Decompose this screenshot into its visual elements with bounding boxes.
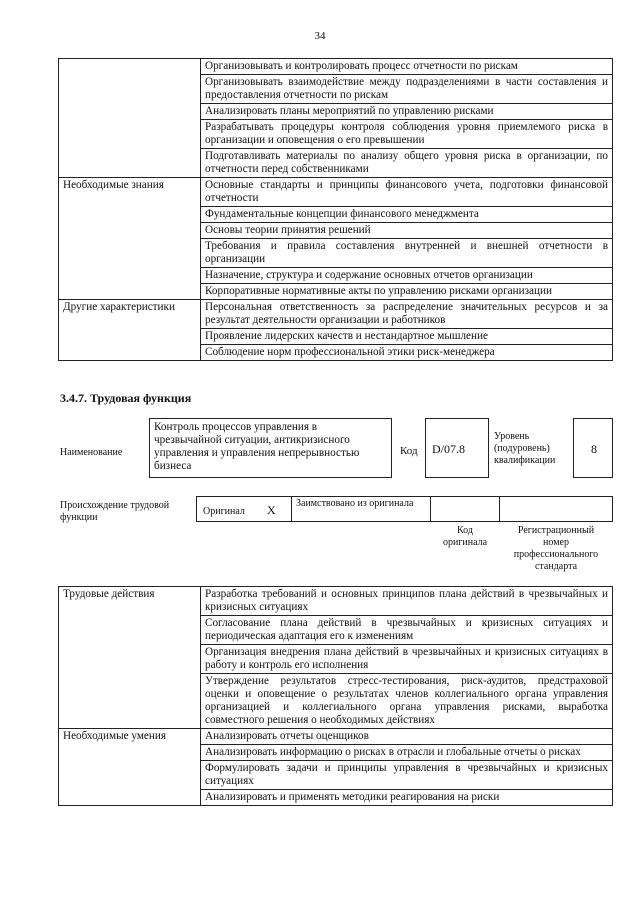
function-name-box [149,418,392,478]
borrowed-label: Заимствовано из оригинала [296,498,414,509]
level-value: 8 [591,442,597,456]
original-code-label: Код оригинала [442,525,488,548]
table-row [59,300,613,329]
name-label: Наименование [60,447,123,458]
reg-number-label: Регистрационный номер профессионального стандарта [513,525,599,572]
table-cell: Фундаментальные концепции финансового менеджмента [201,207,613,223]
competency-table-2 [58,586,613,806]
table-cell: Анализировать планы мероприятий по управлению рисками [201,104,613,120]
table-cell: Утверждение результатов стресс-тестирования, риск-аудитов, предстраховой оценки и оповещение о результатах членов коллегиального органа управления организацией и коллегиального органа управления рисками, выработка совместного решения о необходимых действиях [201,674,613,729]
level-box [573,418,613,478]
table-cell: Организовывать и контролировать процесс отчетности по рискам [201,59,613,75]
group-label: Трудовые действия [59,587,201,729]
origin-label: Происхождение трудовой функции [60,500,170,523]
table-row [59,729,613,745]
table-cell: Организация внедрения плана действий в чрезвычайных и кризисных ситуациях в работу и контроль его исполнения [201,645,613,674]
code-box [425,418,489,478]
origin-table [196,496,613,522]
table-cell: Анализировать отчеты оценщиков [201,729,613,745]
divider [499,497,500,521]
function-name: Контроль процессов управления в чрезвычайной ситуации, антикризисного управления и управления непрерывностью бизнеса [154,421,360,472]
competency-table-1 [58,58,613,361]
table-cell: Персональная ответственность за распределение значительных ресурсов и за результат деятельности организации и работников [201,300,613,329]
table-cell: Разработка требований и основных принципов плана действий в чрезвычайных и кризисных ситуациях [201,587,613,616]
table-cell: Анализировать информацию о рисках в отрасли и глобальные отчеты о рисках [201,745,613,761]
table-cell: Анализировать и применять методики реагирования на риски [201,790,613,806]
table-cell: Основные стандарты и принципы финансового учета, подготовки финансовой отчетности [201,178,613,207]
group-label: Необходимые знания [59,178,201,300]
group-label [59,59,201,178]
table-cell: Требования и правила составления внутренней и внешней отчетности в организации [201,239,613,268]
original-label: Оригинал [203,506,245,517]
table-row [59,587,613,616]
table-row [59,178,613,207]
table-cell: Назначение, структура и содержание основных отчетов организации [201,268,613,284]
table-cell: Разрабатывать процедуры контроля соблюдения уровня приемлемого риска в организации и оповещения о его превышении [201,120,613,149]
divider [430,497,431,521]
divider [291,497,292,521]
table-cell: Основы теории принятия решений [201,223,613,239]
table-cell: Согласование плана действий в чрезвычайных и кризисных ситуациях и периодическая адаптация его к изменениям [201,616,613,645]
code-value: D/07.8 [432,442,465,456]
table-cell: Соблюдение норм профессиональной этики риск-менеджера [201,345,613,361]
original-mark: X [267,503,276,517]
table-cell: Формулировать задачи и принципы управления в чрезвычайных и кризисных ситуациях [201,761,613,790]
table-cell: Проявление лидерских качеств и нестандартное мышление [201,329,613,345]
table-cell: Корпоративные нормативные акты по управлению рисками организации [201,284,613,300]
group-label: Необходимые умения [59,729,201,806]
table-cell: Подготавливать материалы по анализу общего уровня риска в организации, по отчетности перед собственниками [201,149,613,178]
group-label: Другие характеристики [59,300,201,361]
code-label: Код [400,445,418,457]
table-cell: Организовывать взаимодействие между подразделениями в части составления и предоставления отчетности по рискам [201,75,613,104]
section-title: 3.4.7. Трудовая функция [60,391,192,405]
table-row [59,59,613,75]
page-number: 34 [314,30,326,42]
level-label: Уровень (подуровень) квалификации [494,431,556,466]
